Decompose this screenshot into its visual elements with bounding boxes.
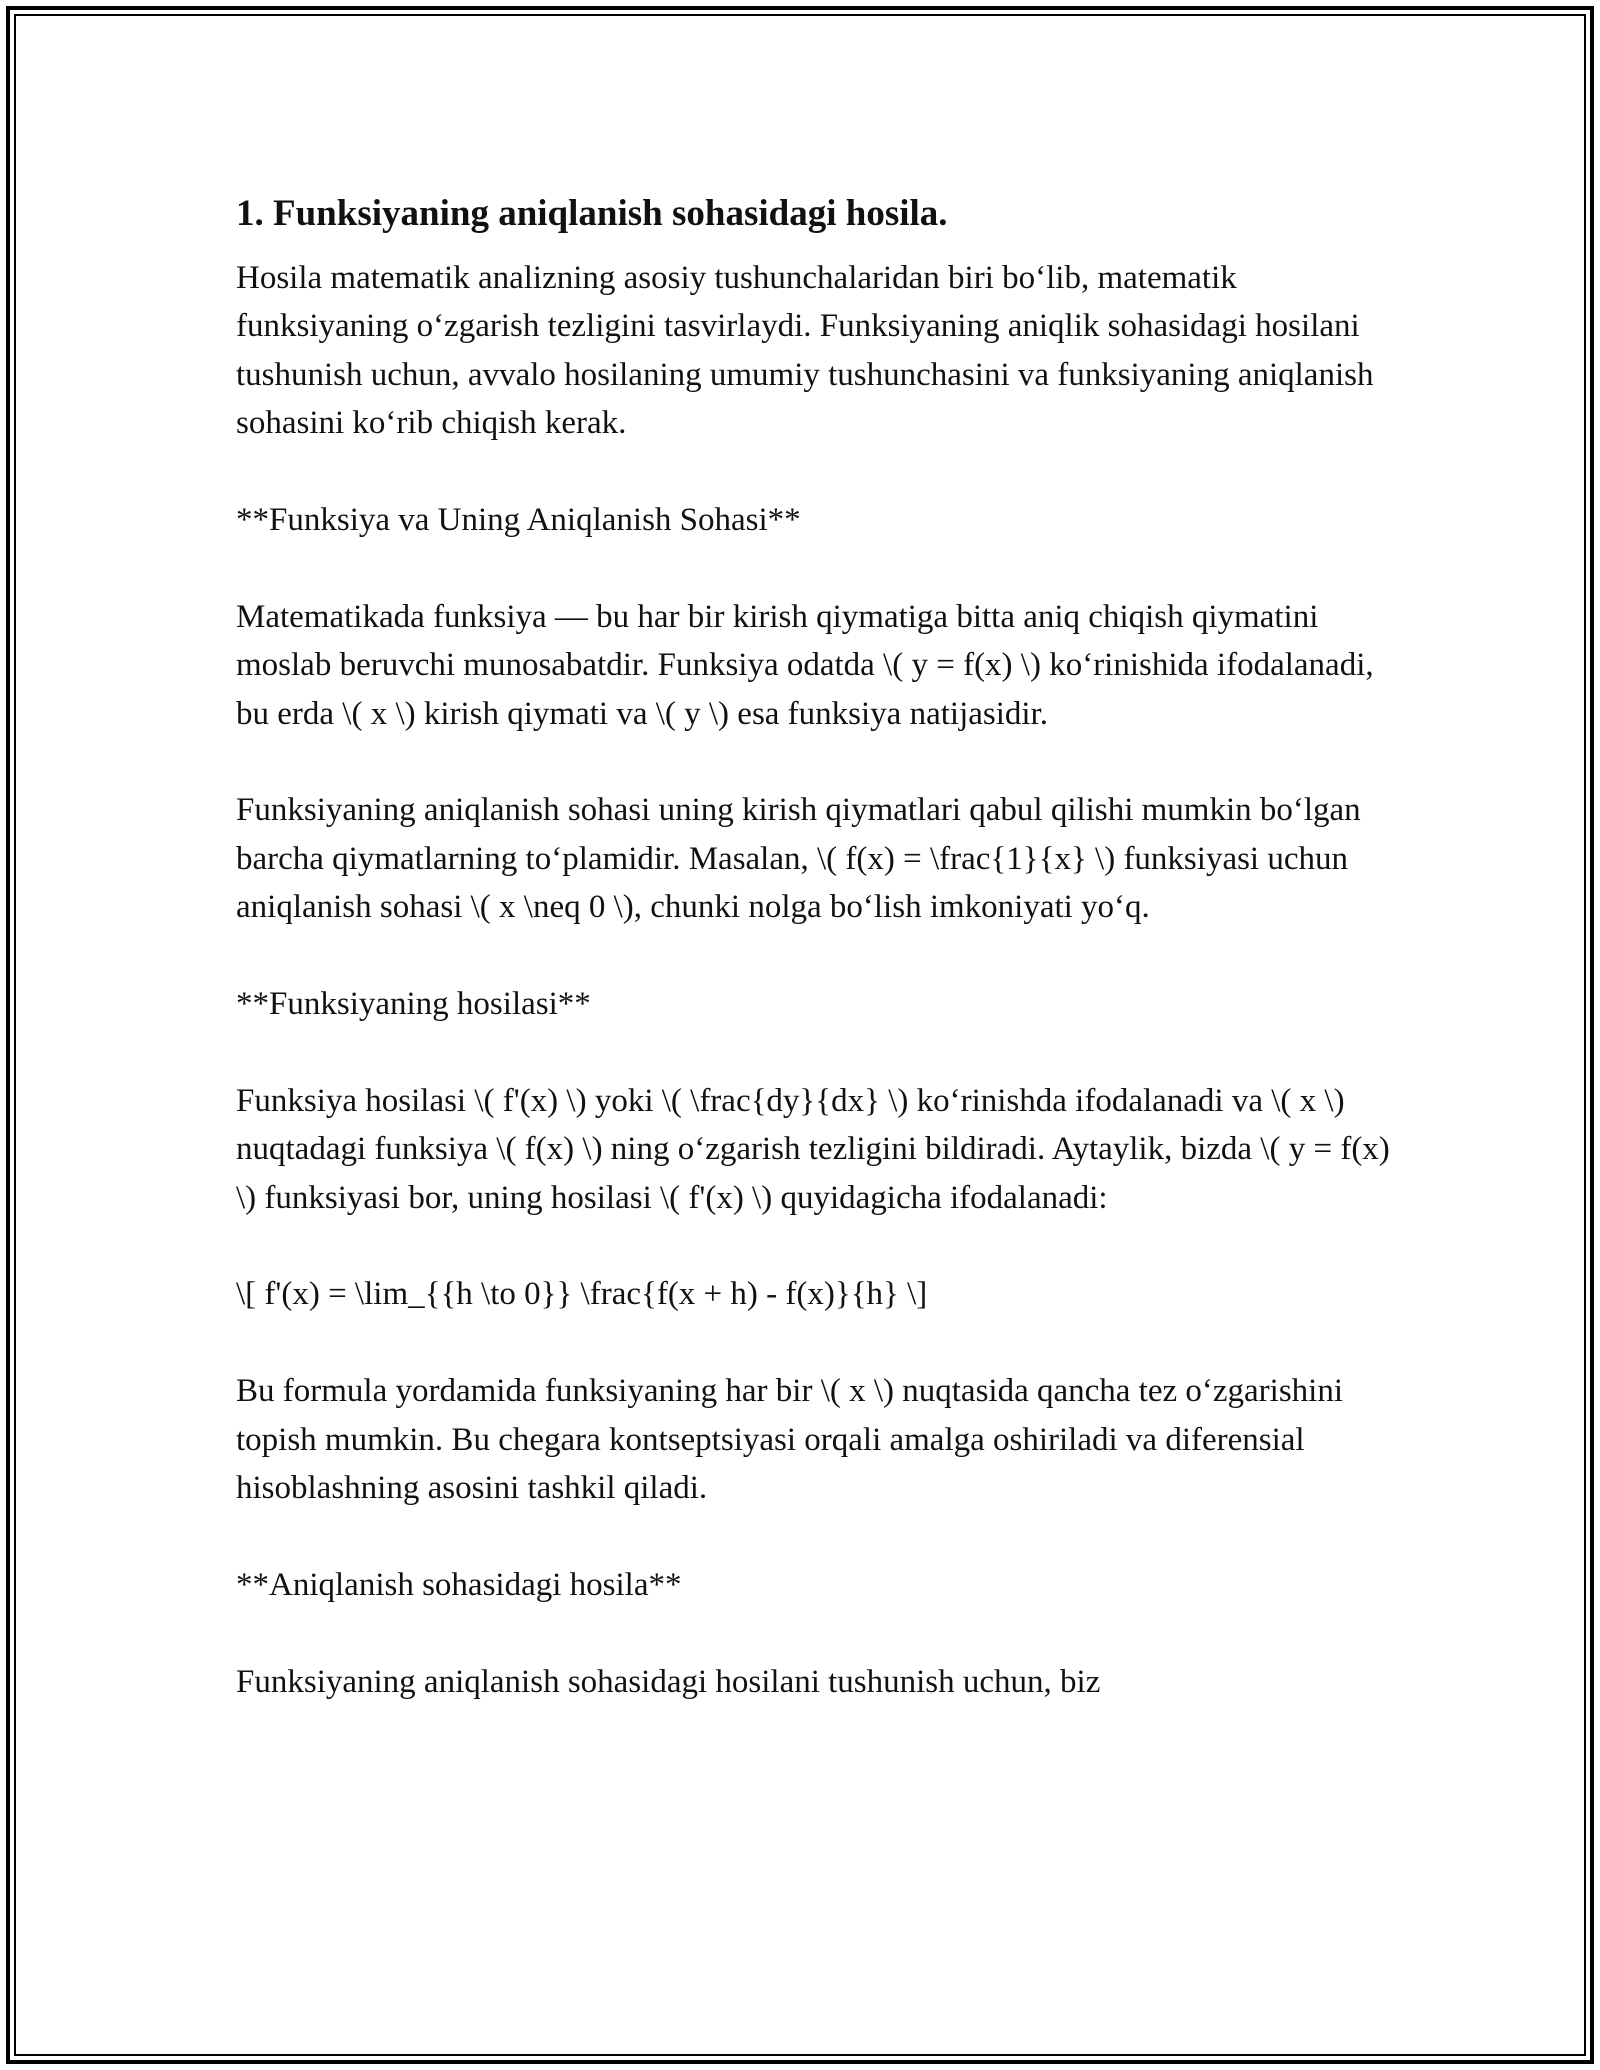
paragraph-domain-definition: Funksiyaning aniqlanish sohasi uning kirish qiymatlari qabul qilishi mumkin bo‘lgan barcha qiymatlarning to‘plamidir. Masalan, \( f(x) = \frac{1}{x} \) funksiyasi uchun aniqlanish sohasi \( x \neq 0 \), chunki nolga bo‘lish imkoniyati yo‘q. bbox=[236, 792, 1361, 926]
subheading-derivative: **Funksiyaning hosilasi** bbox=[236, 986, 591, 1023]
section-heading: 1. Funksiyaning aniqlanish sohasidagi hosila. bbox=[236, 193, 948, 234]
paragraph-formula-explanation: Bu formula yordamida funksiyaning har bir \( x \) nuqtasida qancha tez o‘zgarishini topish mumkin. Bu chegara kontseptsiyasi orqali amalga oshiriladi va diferensial hisoblashning asosini tashkil qiladi. bbox=[236, 1373, 1344, 1507]
subheading-function-domain: **Funksiya va Uning Aniqlanish Sohasi** bbox=[236, 502, 801, 539]
subheading-domain-derivative: **Aniqlanish sohasidagi hosila** bbox=[236, 1566, 682, 1603]
formula-derivative-limit: \[ f'(x) = \lim_{{h \to 0}} \frac{f(x + h) - f(x)}{h} \] bbox=[236, 1276, 928, 1313]
document-body bbox=[236, 186, 1396, 1706]
paragraph-function-definition: Matematikada funksiya — bu har bir kirish qiymatiga bitta aniq chiqish qiymatini moslab beruvchi munosabatdir. Funksiya odatda \( y = f(x) \) ko‘rinishida ifodalanadi, bu erda \( x \) kirish qiymati va \( y \) esa funksiya natijasidir. bbox=[236, 598, 1374, 732]
paragraph-intro: Hosila matematik analizning asosiy tushunchalaridan biri bo‘lib, matematik funksiyaning o‘zgarish tezligini tasvirlaydi. Funksiyaning aniqlik sohasidagi hosilani tushunish uchun, avvalo hosilaning umumiy tushunchasini va funksiyaning aniqlanish sohasini ko‘rib chiqish kerak. bbox=[236, 260, 1374, 442]
paragraph-domain-derivative: Funksiyaning aniqlanish sohasidagi hosilani tushunish uchun, biz bbox=[236, 1663, 1101, 1700]
paragraph-derivative-notation: Funksiya hosilasi \( f'(x) \) yoki \( \frac{dy}{dx} \) ko‘rinishda ifodalanadi va \( x \) nuqtadagi funksiya \( f(x) \) ning o‘zgarish tezligini bildiradi. Aytaylik, bizda \( y = f(x) \) funksiyasi bor, uning hosilasi \( f'(x) \) quyidagicha ifodalanadi: bbox=[236, 1082, 1390, 1216]
